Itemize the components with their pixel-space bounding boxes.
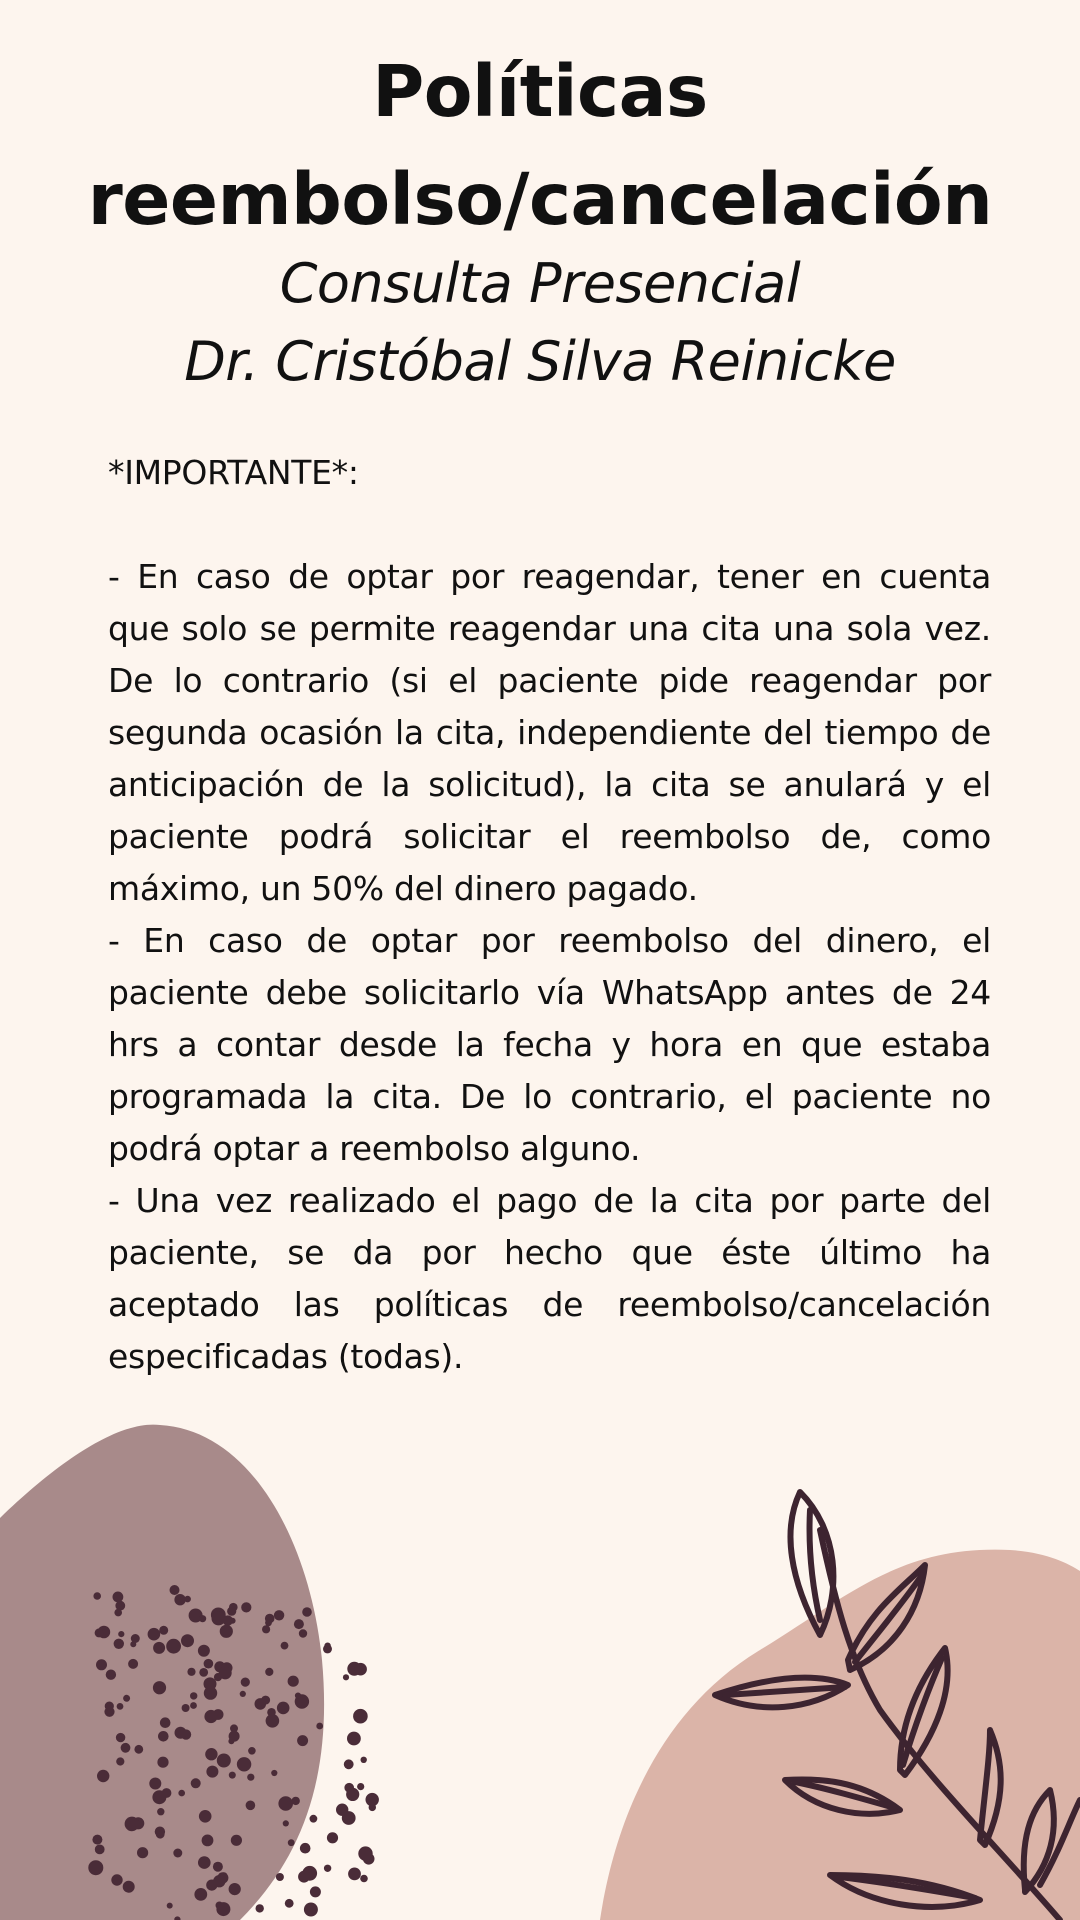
decor-dot bbox=[113, 1592, 124, 1603]
decor-dot bbox=[116, 1733, 125, 1742]
decor-dot bbox=[300, 1843, 311, 1854]
decor-dot bbox=[154, 1685, 163, 1694]
decor-dot bbox=[92, 1835, 102, 1845]
decor-dot bbox=[137, 1847, 148, 1858]
decor-dot bbox=[248, 1747, 256, 1755]
decor-dot bbox=[285, 1899, 294, 1908]
decor-dot bbox=[116, 1757, 124, 1765]
decor-dot bbox=[327, 1832, 338, 1843]
decor-dot bbox=[343, 1674, 349, 1680]
decor-dot bbox=[354, 1663, 367, 1676]
decor-dot bbox=[96, 1659, 107, 1670]
decor-dot bbox=[288, 1676, 299, 1687]
decor-dot bbox=[125, 1817, 140, 1832]
decor-dot bbox=[181, 1634, 194, 1647]
decor-dot bbox=[360, 1875, 368, 1883]
decor-dot bbox=[361, 1757, 367, 1763]
decor-dot bbox=[217, 1754, 231, 1768]
decor-dot bbox=[111, 1874, 122, 1885]
decor-dot bbox=[174, 1594, 185, 1605]
decor-dot bbox=[166, 1639, 181, 1654]
decor-dot bbox=[121, 1743, 131, 1753]
decor-dot bbox=[190, 1702, 197, 1709]
decor-dot bbox=[254, 1698, 266, 1710]
decor-dot bbox=[170, 1585, 180, 1595]
decor-dot bbox=[167, 1903, 173, 1909]
decor-dot bbox=[204, 1686, 217, 1699]
decor-dot bbox=[95, 1628, 104, 1637]
decor-dot bbox=[105, 1702, 114, 1711]
decor-dot bbox=[295, 1693, 301, 1699]
decor-dot bbox=[191, 1778, 201, 1788]
decor-dot bbox=[198, 1856, 211, 1869]
decor-dot bbox=[348, 1868, 361, 1881]
decor-dot bbox=[369, 1804, 376, 1811]
decor-dot bbox=[346, 1788, 359, 1801]
decor-dot bbox=[281, 1642, 289, 1650]
title-line-2: reembolso/cancelación bbox=[87, 158, 993, 241]
decor-dot bbox=[153, 1642, 165, 1654]
decor-dot bbox=[106, 1670, 116, 1680]
decor-dot bbox=[184, 1596, 191, 1603]
decor-dot bbox=[262, 1625, 270, 1633]
decor-dot bbox=[206, 1766, 218, 1778]
decor-dot bbox=[123, 1881, 135, 1893]
decor-dot bbox=[274, 1610, 284, 1620]
decor-dot bbox=[134, 1745, 143, 1754]
decor-dot bbox=[277, 1702, 290, 1715]
decor-dot bbox=[157, 1808, 164, 1815]
decor-dot bbox=[148, 1628, 161, 1641]
mauve-blob bbox=[0, 1425, 324, 1920]
decor-dot bbox=[199, 1810, 212, 1823]
policy-point-acceptance: - Una vez realizado el pago de la cita por parte del paciente, se da por hecho que éste último ha aceptado las políticas de reembolso/cancelación especificadas (todas). bbox=[108, 1181, 991, 1376]
decor-dot bbox=[241, 1602, 251, 1612]
decor-dot bbox=[298, 1871, 310, 1883]
decor-dot bbox=[358, 1846, 372, 1860]
decor-dot bbox=[294, 1619, 304, 1629]
decor-dot bbox=[173, 1849, 182, 1858]
decor-dot bbox=[88, 1860, 103, 1875]
decor-dot bbox=[265, 1668, 273, 1676]
decor-dot bbox=[240, 1691, 246, 1697]
decor-dot bbox=[283, 1820, 289, 1826]
decor-dot bbox=[149, 1778, 161, 1790]
decor-dot bbox=[131, 1634, 140, 1643]
decor-dot bbox=[229, 1883, 241, 1895]
decor-dot bbox=[118, 1631, 124, 1637]
decor-dot bbox=[353, 1709, 368, 1724]
decor-dot bbox=[229, 1772, 236, 1779]
decor-dot bbox=[336, 1804, 348, 1816]
decor-dot bbox=[182, 1704, 190, 1712]
decor-dot bbox=[204, 1710, 217, 1723]
decor-dot bbox=[357, 1783, 364, 1790]
decor-dot bbox=[288, 1839, 295, 1846]
important-heading: *IMPORTANTE*: bbox=[108, 453, 359, 492]
decor-dot bbox=[229, 1731, 240, 1742]
policy-point-reschedule: - En caso de optar por reagendar, tener en cuenta que solo se permite reagendar una cita una sola vez. De lo contrario (si el paciente pide reagendar por segunda ocasión la cita, independiente del tiempo de anticipación de la solicitud), la cita se anulará y el paciente podrá solicitar el reembolso de, como máximo, un 50% del dinero pagado. bbox=[108, 557, 991, 908]
decor-dot bbox=[323, 1644, 332, 1653]
decor-dot bbox=[219, 1666, 232, 1679]
subtitle-doctor-name: Dr. Cristóbal Silva Reinicke bbox=[184, 330, 896, 393]
decor-dot bbox=[175, 1727, 187, 1739]
decor-dot bbox=[204, 1659, 214, 1669]
decor-dot bbox=[227, 1607, 236, 1616]
decor-dot bbox=[123, 1695, 130, 1702]
decor-dot bbox=[304, 1903, 318, 1917]
decor-dot bbox=[247, 1774, 254, 1781]
decor-dot bbox=[199, 1668, 208, 1677]
decor-dot bbox=[324, 1865, 331, 1872]
decor-dot bbox=[159, 1626, 168, 1635]
decor-dot bbox=[114, 1609, 122, 1617]
decor-dot bbox=[93, 1592, 101, 1600]
decor-dot bbox=[157, 1757, 168, 1768]
decor-dot bbox=[310, 1815, 318, 1823]
decor-dot bbox=[278, 1796, 293, 1811]
decorative-illustration bbox=[0, 1380, 1080, 1920]
decor-dot bbox=[246, 1801, 256, 1811]
decor-dot bbox=[241, 1678, 250, 1687]
decor-dot bbox=[95, 1845, 105, 1855]
decor-dot bbox=[206, 1880, 217, 1891]
decor-dot bbox=[231, 1835, 242, 1846]
decor-dot bbox=[266, 1714, 280, 1728]
decor-dot bbox=[178, 1790, 185, 1797]
decor-dot bbox=[265, 1619, 272, 1626]
decor-dot bbox=[256, 1904, 264, 1912]
decor-dot bbox=[213, 1862, 223, 1872]
decor-dot bbox=[223, 1615, 233, 1625]
subtitle-consultation-type: Consulta Presencial bbox=[279, 252, 801, 315]
page-title bbox=[0, 38, 1080, 254]
decor-dot bbox=[299, 1629, 307, 1637]
decor-dot bbox=[162, 1788, 172, 1798]
decor-dot bbox=[344, 1759, 354, 1769]
decor-dot bbox=[155, 1827, 165, 1837]
decor-dot bbox=[302, 1607, 312, 1617]
decor-dot bbox=[205, 1748, 217, 1760]
policy-text bbox=[108, 447, 991, 1383]
decor-dot bbox=[117, 1703, 124, 1710]
decor-dot bbox=[114, 1639, 124, 1649]
decor-dot bbox=[187, 1668, 195, 1676]
decor-dot bbox=[316, 1723, 323, 1730]
title-line-1: Políticas bbox=[372, 50, 708, 133]
decor-dot bbox=[297, 1735, 308, 1746]
decor-dot bbox=[128, 1659, 138, 1669]
decor-dot bbox=[220, 1625, 233, 1638]
decor-dot bbox=[237, 1757, 251, 1771]
decor-dot bbox=[202, 1835, 214, 1847]
decor-dot bbox=[199, 1615, 206, 1622]
decor-dot bbox=[190, 1692, 197, 1699]
decor-dot bbox=[216, 1902, 230, 1916]
decor-dot bbox=[158, 1731, 169, 1742]
decor-dot bbox=[198, 1645, 210, 1657]
decor-dot bbox=[310, 1886, 321, 1897]
decor-dot bbox=[271, 1770, 277, 1776]
decor-dot bbox=[276, 1873, 284, 1881]
decor-dot bbox=[160, 1717, 171, 1728]
decor-dot bbox=[220, 1872, 227, 1879]
decor-dot bbox=[292, 1797, 300, 1805]
decor-dot bbox=[194, 1888, 207, 1901]
decor-dot bbox=[347, 1732, 361, 1746]
decor-dot bbox=[97, 1770, 109, 1782]
policy-point-refund: - En caso de optar por reembolso del dinero, el paciente debe solicitarlo vía WhatsApp antes de 24 hrs a contar desde la fecha y hora en que estaba programada la cita. De lo contrario, el paciente no podrá optar a reembolso alguno. bbox=[108, 921, 991, 1168]
